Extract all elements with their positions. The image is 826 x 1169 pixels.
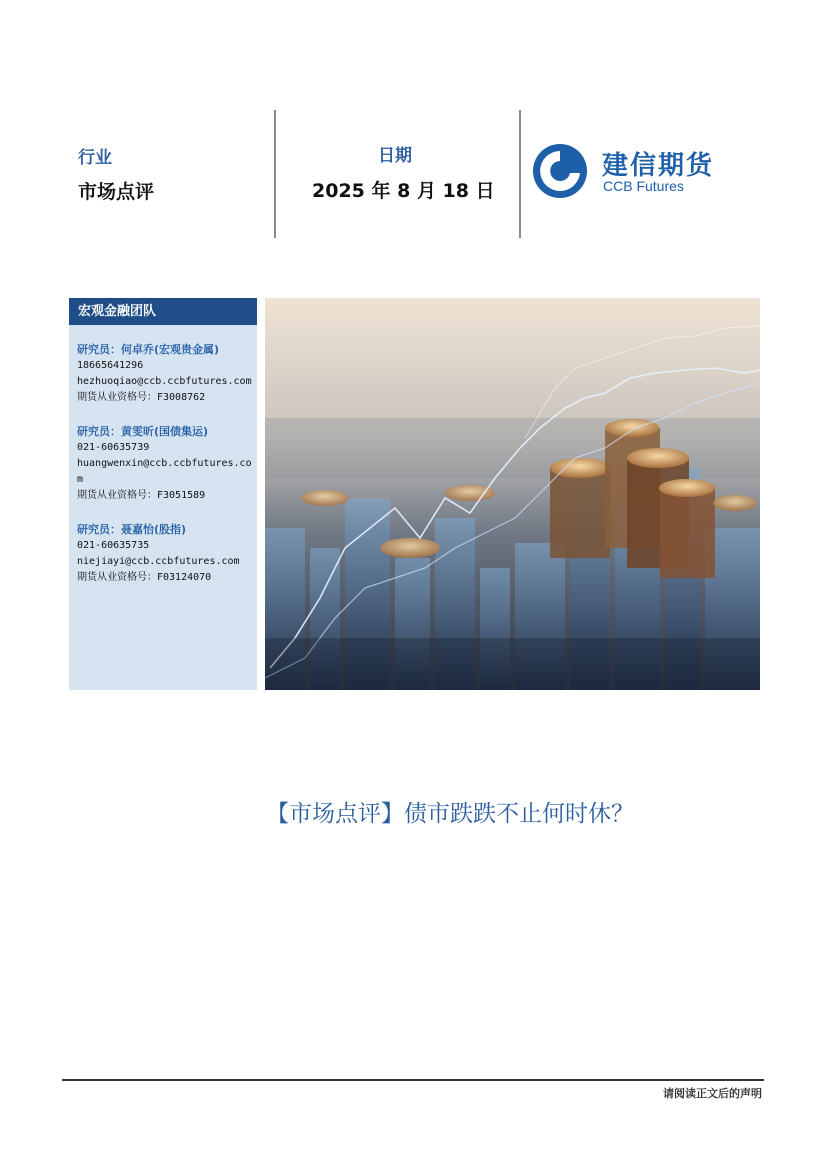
date-label: 日期 [378, 146, 412, 166]
research-team-panel [69, 298, 257, 690]
researcher-entry [77, 424, 257, 504]
researcher-license: 期货从业资格号：F03124070 [77, 572, 212, 583]
report-title: 【市场点评】债市跌跌不止何时休？ [266, 801, 634, 827]
finance-coins-photo [265, 298, 760, 690]
researcher-entry [77, 342, 257, 406]
researcher-phone: 021-60635739 [77, 442, 150, 453]
researcher-phone: 021-60635735 [77, 540, 150, 551]
researcher-list [77, 342, 257, 604]
researcher-name: 研究员：何卓乔(宏观贵金属) [77, 343, 220, 356]
industry-label: 行业 [78, 148, 112, 168]
researcher-name: 研究员：聂嘉怡(股指) [77, 523, 187, 536]
ccb-logo-icon [532, 143, 592, 199]
logo-chinese-name: 建信期货 [602, 151, 715, 181]
researcher-license: 期货从业资格号：F3051589 [77, 490, 206, 501]
team-title: 宏观金融团队 [69, 298, 257, 325]
footer-divider [62, 1079, 764, 1081]
researcher-license: 期货从业资格号：F3008762 [77, 392, 206, 403]
industry-value: 市场点评 [78, 181, 155, 203]
company-logo [532, 143, 762, 203]
date-value: 2025 年 8 月 18 日 [312, 180, 495, 202]
cover-image [265, 298, 760, 690]
researcher-name: 研究员：黄雯昕(国债集运) [77, 425, 209, 438]
header-divider [519, 110, 521, 238]
researcher-email[interactable]: huangwenxin@ccb.ccbfutures.com [77, 458, 252, 485]
header-divider [274, 110, 276, 238]
footer-disclaimer-note: 请阅读正文后的声明 [663, 1087, 762, 1100]
researcher-email[interactable]: hezhuoqiao@ccb.ccbfutures.com [77, 376, 252, 387]
logo-english-name: CCB Futures [603, 178, 684, 194]
researcher-email[interactable]: niejiayi@ccb.ccbfutures.com [77, 556, 240, 567]
researcher-entry [77, 522, 257, 586]
researcher-phone: 18665641296 [77, 360, 144, 371]
